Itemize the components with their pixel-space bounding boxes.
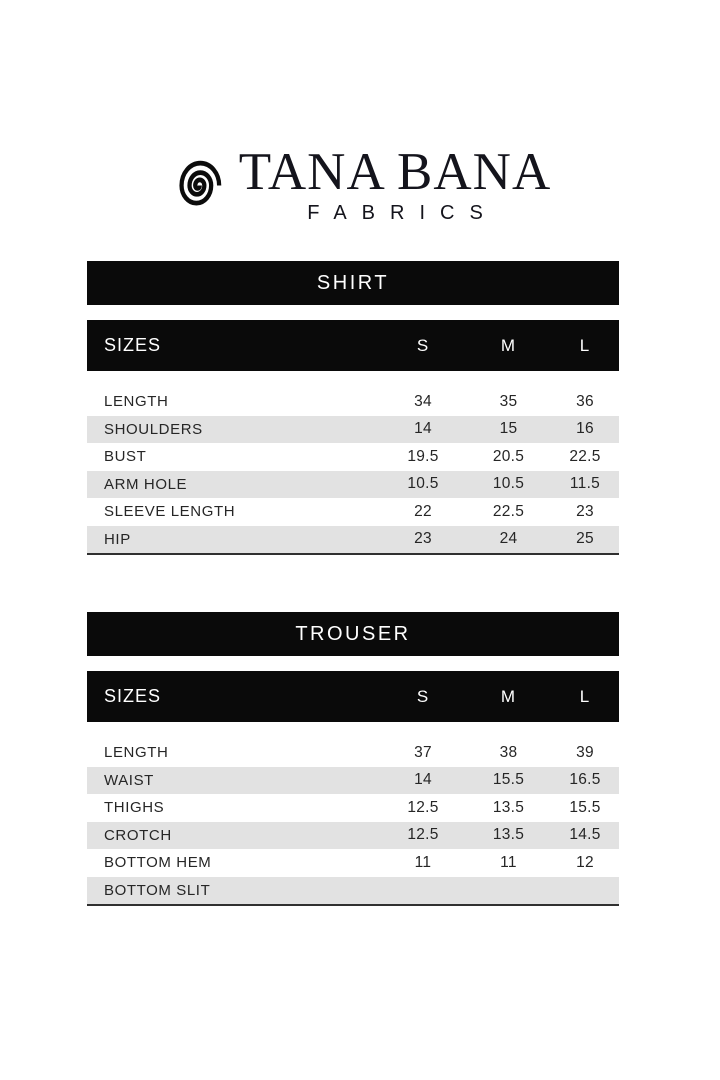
row-value-s: 10.5 <box>407 475 439 493</box>
shirt-title-bar <box>87 261 619 305</box>
row-label: BOTTOM HEM <box>104 854 212 872</box>
trouser-table <box>87 739 619 906</box>
table-row <box>87 526 619 554</box>
size-col-l: L <box>579 686 591 706</box>
row-value-l: 14.5 <box>569 826 601 844</box>
table-row <box>87 767 619 795</box>
table-row <box>87 498 619 526</box>
brand-subtitle: FABRICS <box>307 202 498 224</box>
row-value-s: 23 <box>414 530 432 548</box>
row-value-m: 10.5 <box>492 475 525 493</box>
row-value-m: 13.5 <box>492 826 525 844</box>
row-label: SHOULDERS <box>104 420 203 438</box>
row-value-m: 22.5 <box>492 502 525 520</box>
row-value-m: 11 <box>500 853 517 871</box>
row-label: THIGHS <box>104 799 165 817</box>
row-value-m: 13.5 <box>492 798 525 816</box>
size-col-m: M <box>500 335 517 355</box>
row-value-l: 39 <box>576 743 594 761</box>
row-label: LENGTH <box>104 744 169 762</box>
brand-name: TANA BANA <box>238 143 552 201</box>
row-value-s: 37 <box>414 743 432 761</box>
row-value-m: 15.5 <box>492 771 525 789</box>
row-value-l: 36 <box>576 392 594 410</box>
trouser-section <box>87 612 619 906</box>
row-label: BUST <box>104 448 147 466</box>
trouser-title-bar <box>87 612 619 656</box>
row-value-m: 38 <box>499 743 518 761</box>
row-value-s: 12.5 <box>407 798 439 816</box>
row-value-l: 11.5 <box>569 475 601 493</box>
row-value-m: 35 <box>499 392 518 410</box>
table-row <box>87 877 619 905</box>
size-col-m: M <box>500 686 517 706</box>
table-row <box>87 388 619 416</box>
size-col-l: L <box>579 335 591 355</box>
row-label: CROTCH <box>104 826 172 844</box>
sizes-label: SIZES <box>104 335 162 355</box>
shirt-sizes-header <box>87 320 619 371</box>
row-value-m: 20.5 <box>492 447 525 465</box>
shirt-title: SHIRT <box>316 271 390 294</box>
trouser-sizes-header <box>87 671 619 722</box>
size-col-s: S <box>416 686 430 706</box>
row-value-s: 14 <box>414 420 432 438</box>
row-label: LENGTH <box>104 393 169 411</box>
row-value-s: 34 <box>414 392 432 410</box>
sizes-label: SIZES <box>104 686 162 706</box>
table-row <box>87 416 619 444</box>
row-label: WAIST <box>104 771 154 789</box>
row-value-m: 15 <box>499 420 518 438</box>
row-label: HIP <box>104 530 131 548</box>
shirt-section <box>87 261 619 555</box>
size-col-s: S <box>416 335 430 355</box>
row-value-s: 12.5 <box>407 826 439 844</box>
row-label: SLEEVE LENGTH <box>104 503 236 521</box>
row-value-s: 19.5 <box>407 447 439 465</box>
brand-header <box>0 143 720 224</box>
table-row <box>87 443 619 471</box>
table-row <box>87 849 619 877</box>
row-value-l: 16 <box>576 420 594 438</box>
row-value-l: 25 <box>576 530 594 548</box>
trouser-title: TROUSER <box>295 622 411 645</box>
row-value-m: 24 <box>499 530 518 548</box>
row-value-l: 12 <box>576 853 594 871</box>
row-value-s: 22 <box>414 502 432 520</box>
table-row <box>87 794 619 822</box>
row-label: BOTTOM SLIT <box>104 881 211 899</box>
row-value-s: 11 <box>414 853 432 871</box>
row-value-s: 14 <box>414 771 432 789</box>
row-value-l: 23 <box>576 502 594 520</box>
table-row <box>87 471 619 499</box>
table-row <box>87 822 619 850</box>
row-value-l: 22.5 <box>569 447 601 465</box>
spiral-icon <box>169 154 226 217</box>
shirt-table <box>87 388 619 555</box>
row-value-l: 15.5 <box>569 798 601 816</box>
row-label: ARM HOLE <box>104 475 188 493</box>
row-value-l: 16.5 <box>569 771 601 789</box>
table-row <box>87 739 619 767</box>
